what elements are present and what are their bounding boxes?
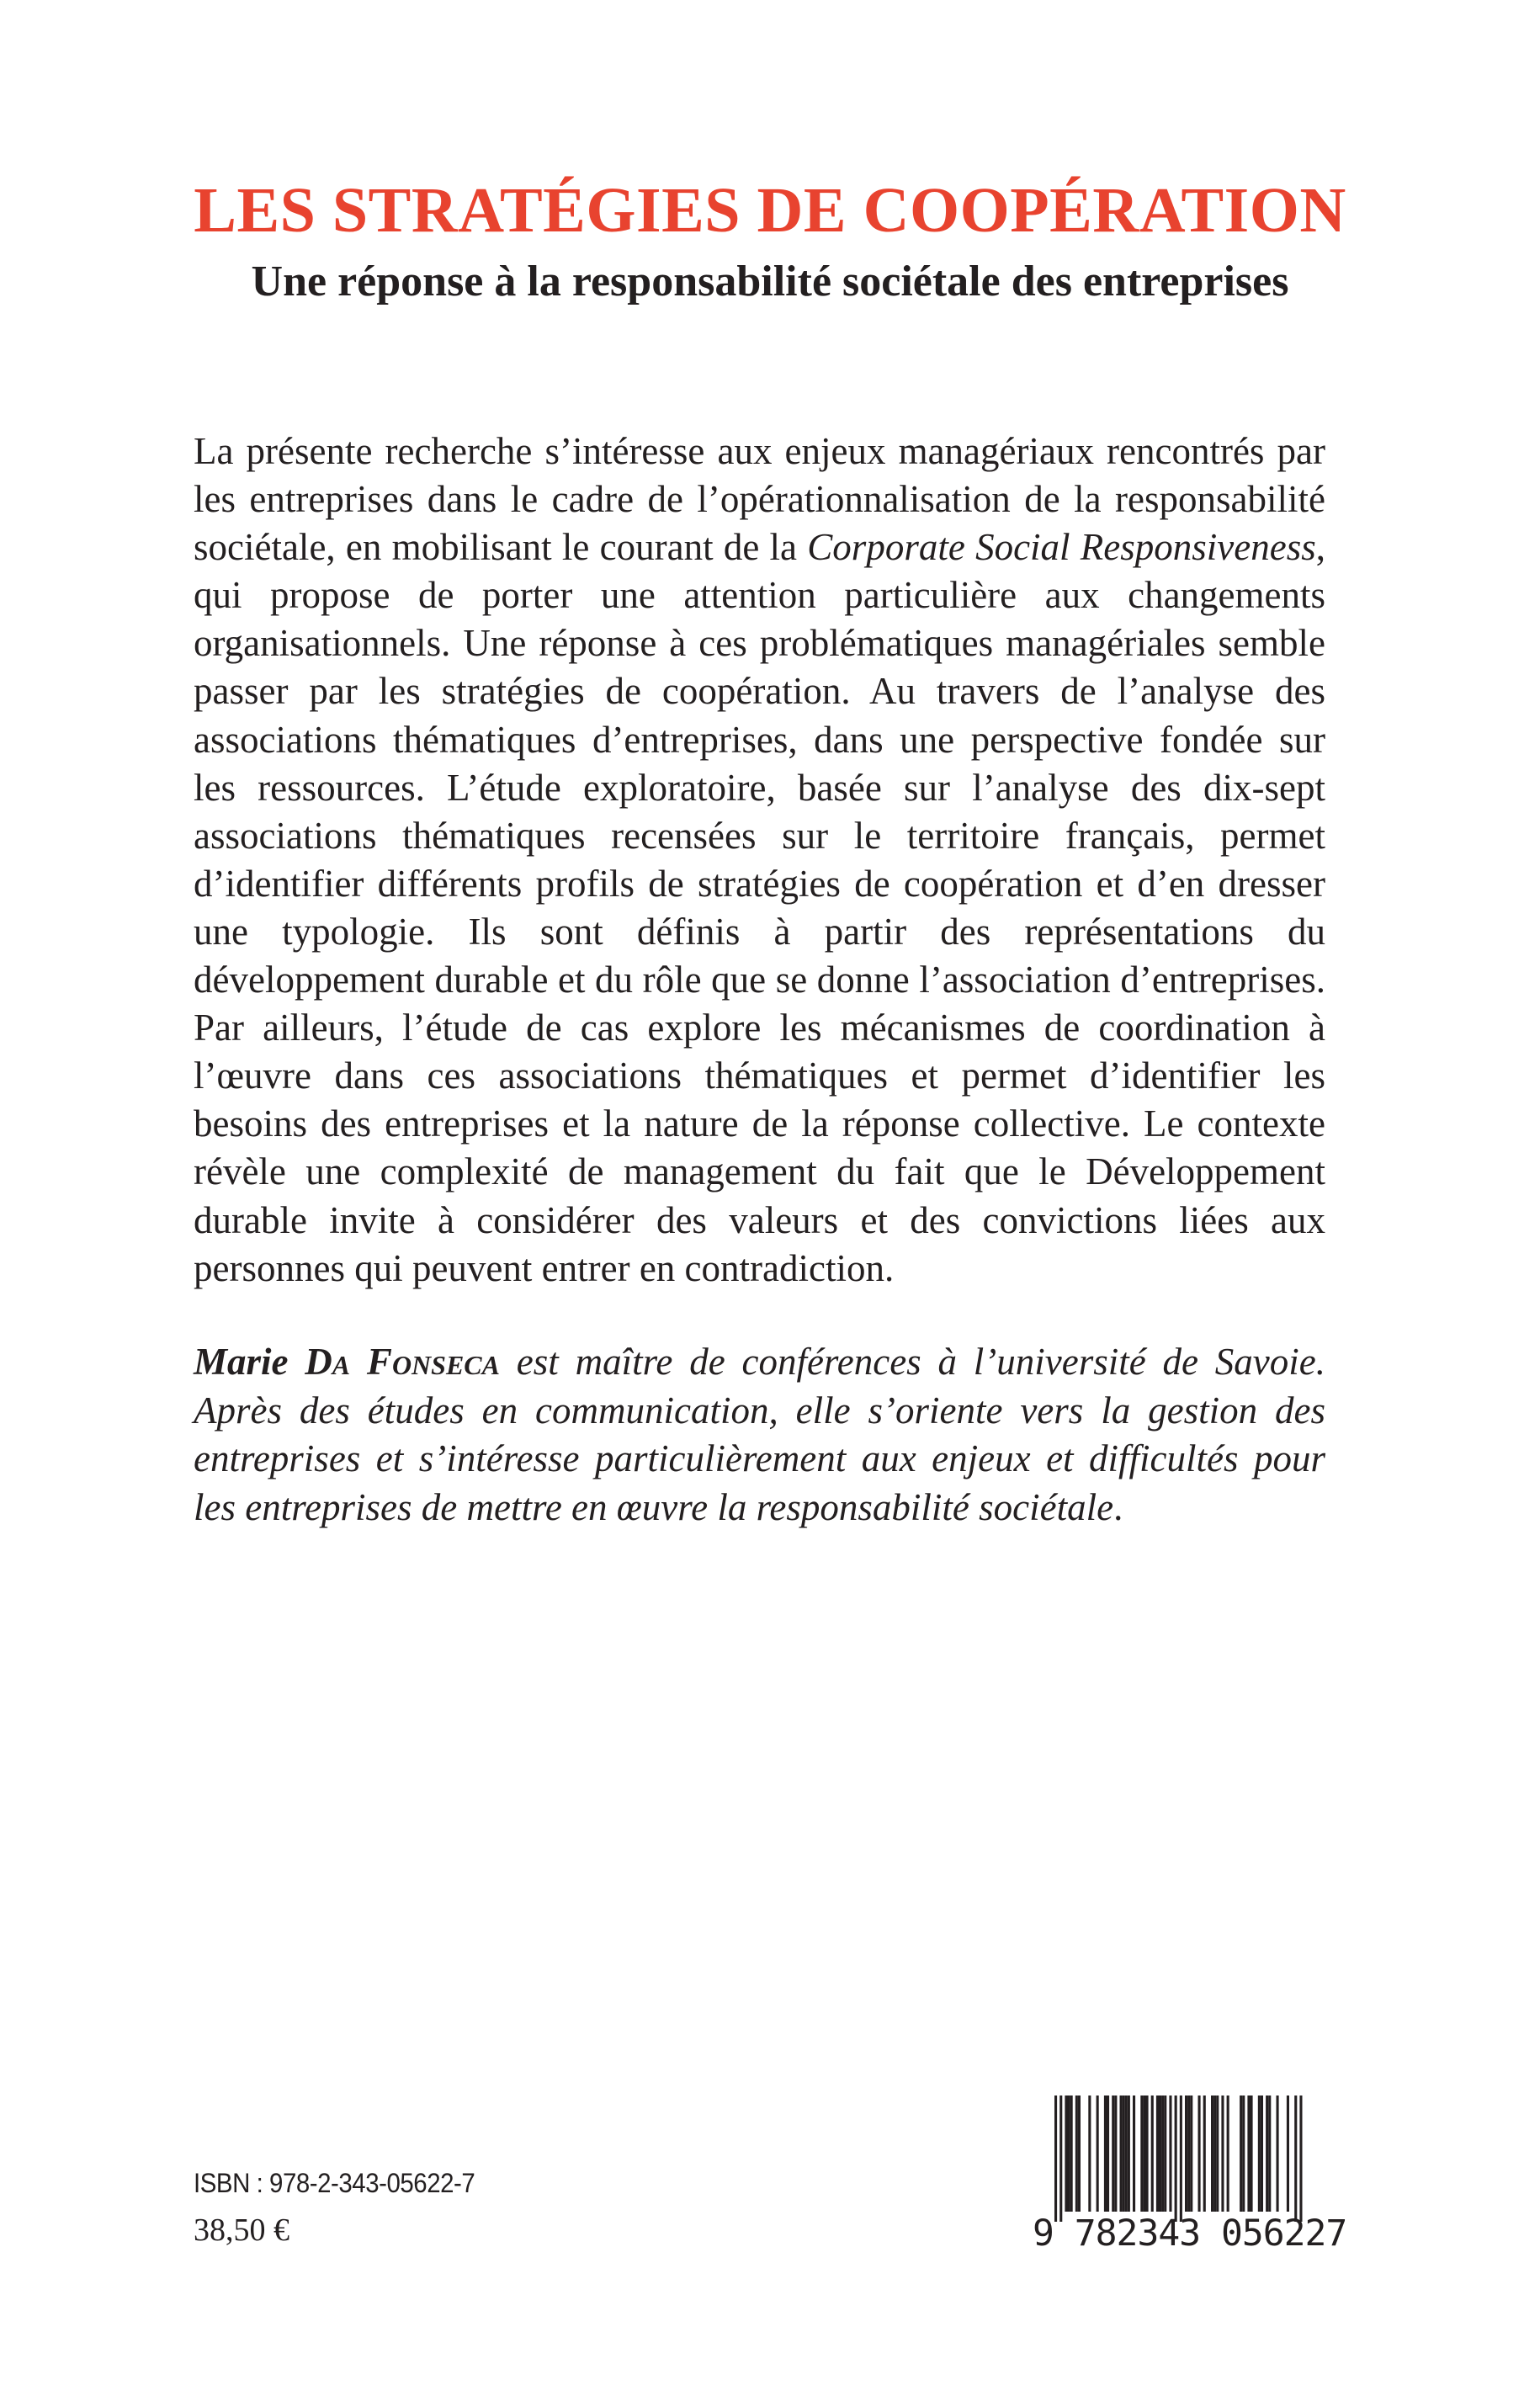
barcode-bar [1161,2096,1164,2212]
barcode-bar [1114,2096,1117,2212]
barcode-bar [1065,2096,1067,2212]
barcode-bar [1221,2096,1224,2212]
barcode-bar [1107,2096,1109,2212]
barcode-bar [1123,2096,1125,2212]
barcode-bar [1070,2096,1073,2212]
barcode-bar [1143,2096,1145,2212]
barcode-bar [1216,2096,1219,2212]
barcode-bar [1068,2096,1070,2212]
abstract-italic-term: Corporate Social Responsiveness [807,526,1316,569]
barcode-bar [1242,2096,1245,2212]
isbn-label: ISBN : 978-2-343-05622-7 [194,2168,475,2198]
barcode-bar [1159,2096,1161,2212]
author-last-name: Da Fonseca [305,1341,500,1383]
barcode-bar [1258,2096,1261,2212]
barcode-digits: 9 782343 056227 [1033,2212,1347,2255]
barcode-bar [1198,2096,1201,2212]
barcode-bar [1097,2096,1099,2212]
barcode-bar [1247,2096,1250,2212]
book-title: LES STRATÉGIES DE COOPÉRATION [194,175,1346,246]
barcode-bar [1169,2096,1171,2212]
barcode-bar [1133,2096,1135,2212]
barcode-bar [1112,2096,1114,2212]
abstract-text-part1: La présente recherche s’intéresse aux enjeux managériaux rencontrés par les entreprises dans le cadre de l’opérationnalisation de la responsabilité sociétale, en mobilisant le courant de la [194,430,1325,569]
barcode-bar [1054,2096,1057,2222]
barcode-bar [1266,2096,1268,2212]
barcode-bar [1203,2096,1206,2212]
book-subtitle: Une réponse à la responsabilité sociétale des entreprises [251,258,1289,305]
barcode-bar [1120,2096,1123,2212]
barcode-bar [1088,2096,1091,2212]
barcode-bar [1211,2096,1213,2212]
barcode-bar [1277,2096,1279,2212]
barcode-bar [1187,2096,1190,2212]
barcode-bar [1299,2096,1302,2222]
abstract-paragraph [194,428,1325,1293]
barcode-bar [1146,2096,1149,2212]
barcode-bar [1261,2096,1263,2212]
barcode-bar [1227,2096,1229,2212]
barcode-bar [1213,2096,1216,2212]
barcode-bar [1251,2096,1253,2212]
author-bio-period: . [1113,1485,1123,1528]
barcode-bar [1128,2096,1130,2212]
author-name [194,1341,500,1383]
barcode-bar [1164,2096,1166,2212]
barcode-bar [1287,2096,1289,2212]
barcode-bar [1240,2096,1242,2212]
abstract-text-part2: , qui propose de porter une attention particulière aux changements organisationnels. Une réponse à ces problématiques managériales semble passer par les stratégies de coopération. Au travers de l’analyse des associations thématiques d’entreprises, dans une perspective fondée sur les ressources. L’étude exploratoire, basée sur l’analyse des dix-sept associations thématiques recensées sur le territoire français, permet d’identifier différents profils de stratégies de coopération et d’en dresser une typologie. Ils sont définis à partir des représentations du développement durable et du rôle que se donne l’association d’entreprises. Par ailleurs, l’étude de cas explore les mécanismes de coordination à l’œuvre dans ces associations thématiques et permet d’identifier les besoins des entreprises et la nature de la réponse collective. Le contexte révèle une complexité de management du fait que le Développement durable invite à considérer des valeurs et des convictions liées aux personnes qui peuvent entrer en contradiction. [194,526,1325,1289]
barcode-bar [1151,2096,1154,2212]
barcode [1031,2089,1347,2257]
barcode-bar [1104,2096,1107,2212]
barcode-bar [1075,2096,1078,2212]
barcode-bar [1059,2096,1062,2222]
barcode-bar [1078,2096,1081,2212]
barcode-bar [1268,2096,1271,2212]
author-bio [194,1338,1325,1532]
author-first-name: Marie [194,1341,305,1383]
price-label: 38,50 € [194,2212,289,2248]
barcode-bar [1175,2096,1177,2222]
barcode-bar [1180,2096,1182,2222]
barcode-bar [1190,2096,1192,2212]
barcode-bar [1185,2096,1187,2212]
barcode-bar [1156,2096,1159,2212]
author-bio-text: est maître de conférences à l’université de Savoie. Après des études en communication, elle s’oriente vers la gestion des entreprises et s’intéresse particulièrement aux enjeux et difficultés pour les entreprises de mettre en œuvre la responsabilité sociétale [194,1341,1325,1528]
barcode-bar [1294,2096,1297,2222]
barcode-bar [1125,2096,1128,2212]
barcode-bar [1140,2096,1143,2212]
